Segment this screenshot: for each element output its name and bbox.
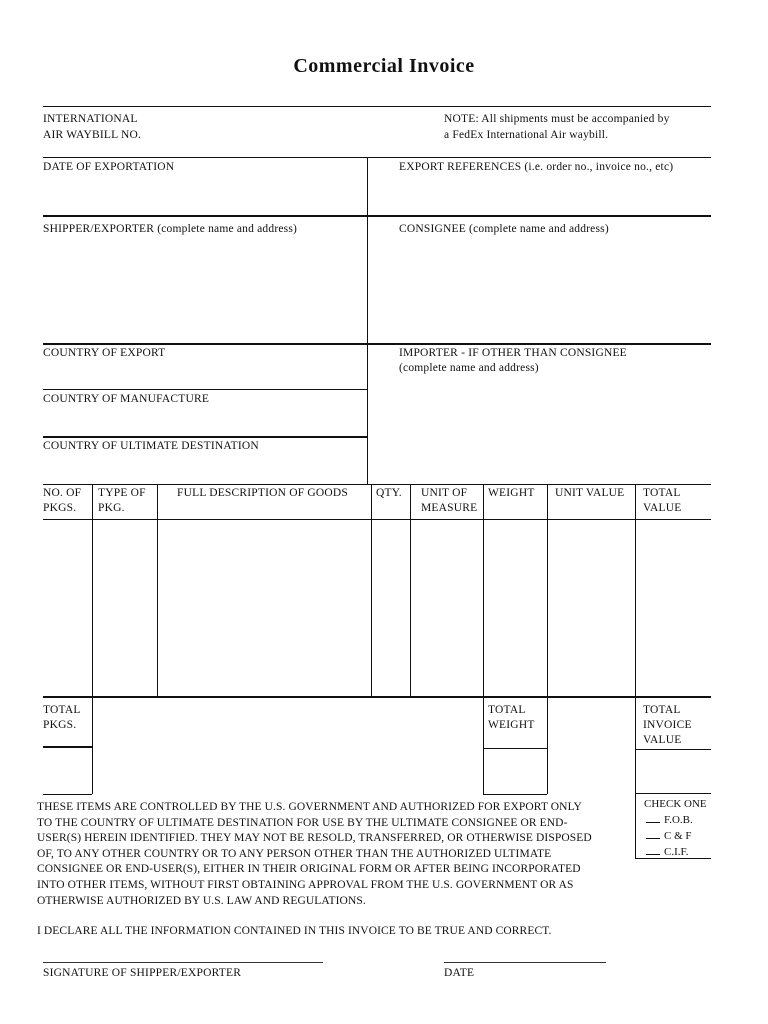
export-references-field[interactable] — [370, 176, 710, 214]
country-of-destination-field[interactable] — [43, 455, 365, 482]
goods-table-top-rule — [43, 484, 711, 485]
goods-table-bottom-rule — [43, 696, 711, 698]
rule-under-date — [43, 215, 711, 217]
header-type-of-pkg-2: PKG. — [98, 502, 125, 514]
export-control-line: TO THE COUNTRY OF ULTIMATE DESTINATION FOR USE BY THE ULTIMATE CONSIGNEE OR END- — [37, 816, 568, 829]
header-no-of-pkgs-2: PKGS. — [43, 502, 77, 514]
header-unit-of-measure: UNIT OF — [421, 487, 468, 499]
export-control-line: INTO OTHER ITEMS, WITHOUT FIRST OBTAINING APPROVAL FROM THE U.S. GOVERNMENT OR AS — [37, 879, 574, 891]
signature-label: SIGNATURE OF SHIPPER/EXPORTER — [43, 967, 242, 979]
note-line2: a FedEx International Air waybill. — [444, 129, 609, 141]
check-blank[interactable] — [646, 844, 660, 855]
date-of-exportation-field[interactable] — [43, 176, 365, 214]
date-of-exportation-label: DATE OF EXPORTATION — [43, 161, 175, 173]
total-invoice-field[interactable] — [637, 751, 710, 792]
country-of-manufacture-label: COUNTRY OF MANUFACTURE — [43, 393, 210, 405]
upper-column-divider — [367, 157, 368, 484]
total-weight-label-2: WEIGHT — [488, 719, 535, 731]
check-option-cf[interactable] — [646, 828, 692, 844]
totals-divider — [635, 698, 636, 858]
total-weight-field[interactable] — [485, 750, 546, 793]
total-invoice-label-2: INVOICE — [643, 719, 692, 731]
totals-divider — [483, 698, 484, 794]
consignee-field[interactable] — [370, 240, 710, 340]
country-of-manufacture-field[interactable] — [43, 408, 365, 434]
goods-col-divider — [547, 484, 548, 696]
total-weight-box-bottom — [483, 794, 547, 795]
header-qty: QTY. — [376, 487, 402, 499]
goods-cell-total-value[interactable] — [637, 521, 710, 695]
export-control-line: CONSIGNEE OR END-USER(S), EITHER IN THEIR ORIGINAL FORM OR AFTER BEING INCORPORATED — [37, 863, 581, 876]
export-control-line: THESE ITEMS ARE CONTROLLED BY THE U.S. GOVERNMENT AND AUTHORIZED FOR EXPORT ONLY — [37, 801, 582, 813]
check-option-label: C.I.F. — [664, 846, 689, 858]
total-invoice-box-top — [635, 749, 711, 750]
importer-field[interactable] — [370, 378, 710, 482]
date-line[interactable] — [444, 962, 606, 963]
total-pkgs-label: TOTAL — [43, 704, 81, 716]
declaration-text: I DECLARE ALL THE INFORMATION CONTAINED IN THIS INVOICE TO BE TRUE AND CORRECT. — [37, 925, 552, 937]
header-total-value: TOTAL — [643, 487, 681, 499]
header-no-of-pkgs: NO. OF — [43, 487, 82, 499]
rule-under-country-export — [43, 389, 367, 390]
check-one-label: CHECK ONE — [644, 798, 707, 810]
export-references-label: EXPORT REFERENCES (i.e. order no., invoice no., etc) — [399, 161, 674, 173]
check-blank[interactable] — [646, 812, 660, 823]
note-line1: NOTE: All shipments must be accompanied by — [444, 113, 670, 125]
goods-cell-type-of-pkg[interactable] — [94, 521, 156, 695]
top-rule — [43, 106, 711, 107]
country-of-export-label: COUNTRY OF EXPORT — [43, 347, 166, 359]
header-unit-value: UNIT VALUE — [555, 487, 625, 499]
total-pkgs-box-top — [43, 746, 92, 748]
total-pkgs-label-2: PKGS. — [43, 719, 77, 731]
goods-col-divider — [371, 484, 372, 696]
shipper-field[interactable] — [43, 240, 365, 340]
export-control-line: OTHERWISE AUTHORIZED BY U.S. LAW AND REGULATIONS. — [37, 894, 366, 907]
country-of-export-field[interactable] — [43, 362, 365, 388]
importer-label-line1: IMPORTER - IF OTHER THAN CONSIGNEE — [399, 347, 627, 359]
total-weight-box-top — [483, 748, 547, 749]
goods-cell-unit-value[interactable] — [549, 521, 634, 695]
rule-under-shipper — [43, 343, 711, 345]
signature-line[interactable] — [43, 962, 323, 963]
rule-under-awb — [43, 157, 711, 158]
goods-col-divider — [410, 484, 411, 696]
header-weight: WEIGHT — [488, 487, 535, 499]
check-option-label: C & F — [664, 830, 692, 842]
goods-col-divider — [92, 484, 93, 696]
goods-table-header-rule — [43, 519, 711, 520]
total-pkgs-box-bottom — [43, 794, 92, 795]
country-of-destination-label: COUNTRY OF ULTIMATE DESTINATION — [43, 440, 259, 452]
rule-under-country-manufacture — [43, 436, 367, 438]
goods-cell-qty[interactable] — [373, 521, 409, 695]
check-option-fob[interactable] — [646, 812, 693, 828]
goods-cell-description[interactable] — [159, 521, 370, 695]
consignee-label: CONSIGNEE (complete name and address) — [399, 223, 609, 235]
total-invoice-label: TOTAL — [643, 704, 681, 716]
check-blank[interactable] — [646, 828, 660, 839]
total-pkgs-field[interactable] — [44, 749, 91, 792]
awb-label-line1: INTERNATIONAL — [43, 113, 138, 125]
export-control-line: USER(S) HEREIN IDENTIFIED. THEY MAY NOT BE RESOLD, TRANSFERRED, OR OTHERWISE DISPOSED — [37, 832, 592, 845]
goods-col-divider — [483, 484, 484, 696]
goods-col-divider — [157, 484, 158, 696]
totals-divider — [92, 698, 93, 794]
goods-cell-weight[interactable] — [485, 521, 546, 695]
header-type-of-pkg: TYPE OF — [98, 487, 146, 499]
total-invoice-label-3: VALUE — [643, 734, 682, 746]
awb-label-line2: AIR WAYBILL NO. — [43, 129, 142, 141]
total-weight-label: TOTAL — [488, 704, 526, 716]
header-unit-of-measure-2: MEASURE — [421, 502, 478, 514]
goods-col-divider — [635, 484, 636, 696]
invoice-title: Commercial Invoice — [293, 55, 475, 77]
goods-cell-no-of-pkgs[interactable] — [44, 521, 91, 695]
totals-divider — [547, 698, 548, 794]
export-control-line: OF, TO ANY OTHER COUNTRY OR TO ANY PERSON OTHER THAN THE AUTHORIZED ULTIMATE — [37, 847, 552, 860]
shipper-label: SHIPPER/EXPORTER (complete name and address) — [43, 223, 298, 235]
check-option-label: F.O.B. — [664, 814, 693, 826]
header-description: FULL DESCRIPTION OF GOODS — [177, 487, 349, 499]
check-one-bottom-rule — [635, 858, 711, 859]
goods-cell-unit-of-measure[interactable] — [412, 521, 482, 695]
date-label: DATE — [444, 967, 475, 979]
header-total-value-2: VALUE — [643, 502, 682, 514]
total-invoice-box-bottom — [635, 793, 711, 794]
importer-label-line2: (complete name and address) — [399, 362, 539, 374]
